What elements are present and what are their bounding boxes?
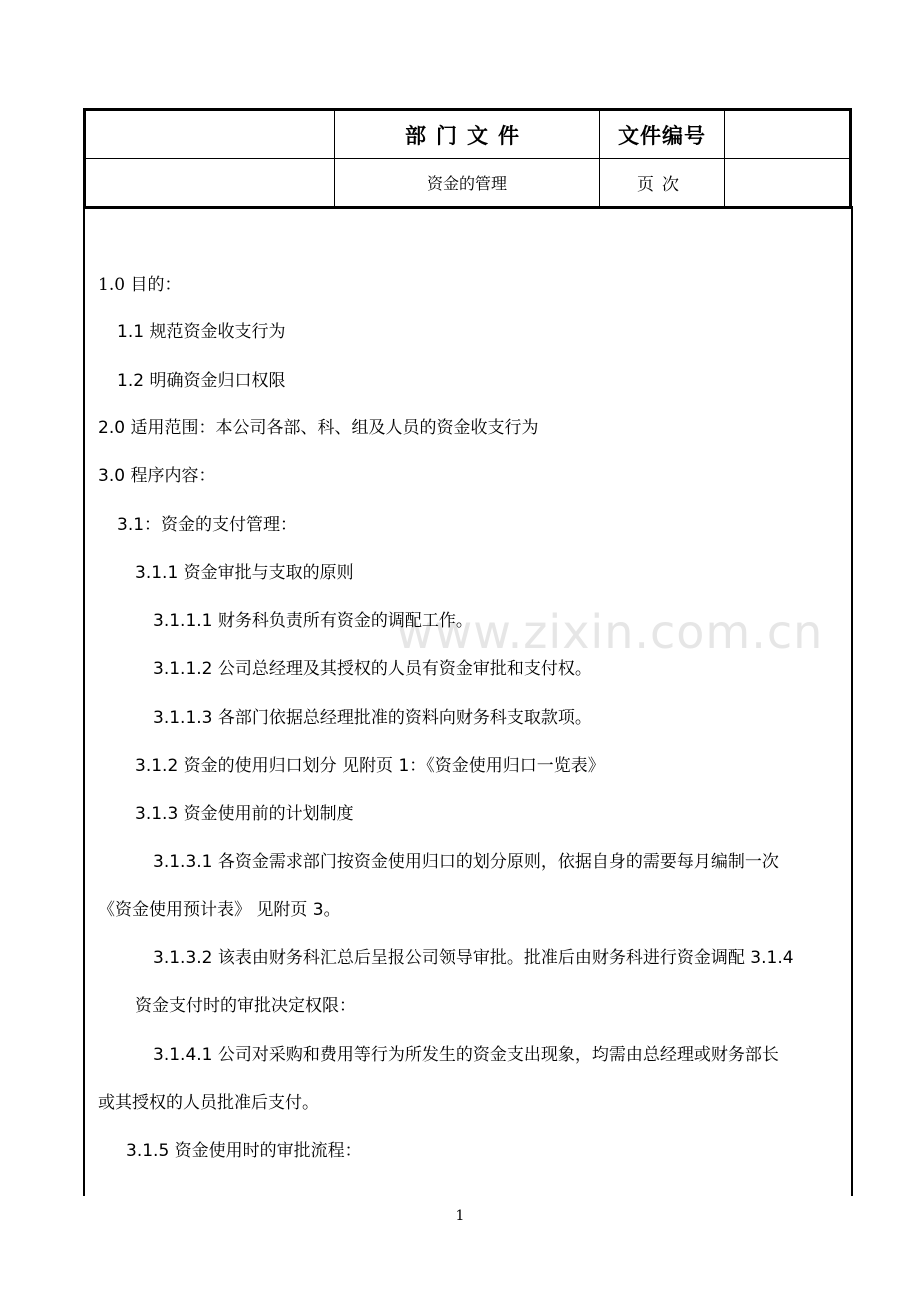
document-subject: 资金的管理	[335, 159, 600, 208]
section-3-1-3-2: 3.1.3.2 该表由财务科汇总后呈报公司领导审批。批准后由财务科进行资金调配 3.1.4	[153, 948, 794, 968]
section-3-1-4-1: 3.1.4.1 公司对采购和费用等行为所发生的资金支出现象，均需由总经理或财务部长	[153, 1045, 779, 1065]
header-blank-cell	[85, 110, 335, 159]
document-header-table	[83, 108, 852, 209]
section-1-1: 1.1 规范资金收支行为	[117, 322, 286, 342]
section-3-1-1-3: 3.1.1.3 各部门依据总经理批准的资料向财务科支取款项。	[153, 708, 592, 728]
section-1-2: 1.2 明确资金归口权限	[117, 371, 286, 391]
section-2-0: 2.0 适用范围：本公司各部、科、组及人员的资金收支行为	[98, 418, 539, 438]
section-3-1-3-1-cont: 《资金使用预计表》 见附页 3。	[98, 900, 341, 920]
section-3-1-4: 资金支付时的审批决定权限：	[135, 996, 356, 1016]
page-number: 1	[455, 1208, 465, 1224]
section-3-1-1: 3.1.1 资金审批与支取的原则	[135, 563, 354, 583]
section-3-1-3-1: 3.1.3.1 各资金需求部门按资金使用归口的划分原则，依据自身的需要每月编制一次	[153, 852, 779, 872]
section-3-1: 3.1：资金的支付管理：	[117, 515, 298, 535]
doc-number-value	[725, 110, 851, 159]
section-3-0: 3.0 程序内容：	[98, 466, 216, 486]
doc-number-label: 文件编号	[600, 110, 725, 159]
section-3-1-5: 3.1.5 资金使用时的审批流程：	[126, 1141, 362, 1161]
section-3-1-4-1-cont: 或其授权的人员批准后支付。	[98, 1093, 319, 1113]
section-1-0: 1.0 目的：	[98, 275, 182, 295]
page-label: 页次	[600, 159, 725, 208]
section-3-1-3: 3.1.3 资金使用前的计划制度	[135, 804, 354, 824]
document-type-title: 部门文件	[335, 110, 600, 159]
header-blank-cell-2	[85, 159, 335, 208]
section-3-1-1-2: 3.1.1.2 公司总经理及其授权的人员有资金审批和支付权。	[153, 659, 592, 679]
watermark: www.zixin.com.cn	[396, 605, 824, 659]
section-3-1-1-1: 3.1.1.1 财务科负责所有资金的调配工作。	[153, 611, 473, 631]
page-value	[725, 159, 851, 208]
section-3-1-2: 3.1.2 资金的使用归口划分 见附页 1：《资金使用归口一览表》	[135, 756, 605, 776]
